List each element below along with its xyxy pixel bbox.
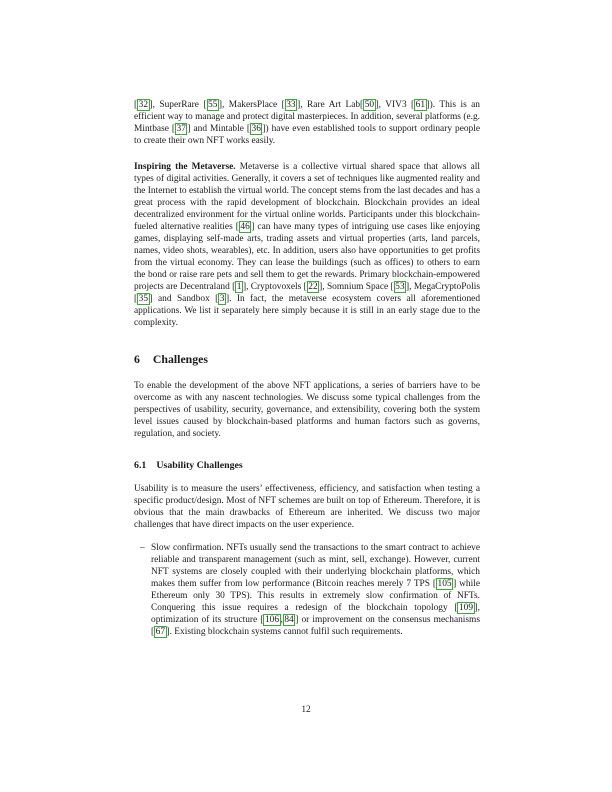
text-run: ], optimization of its structure [ bbox=[151, 603, 480, 625]
citation-106[interactable]: 106 bbox=[264, 615, 279, 625]
bold-run-in: Inspiring the Metaverse. bbox=[134, 162, 236, 172]
usability-challenges-list bbox=[134, 542, 480, 638]
text-run: ] can have many types of intriguing use cases like enjoying games, displaying self-made arts, trading assets and virtual properties (arts, land parcels, names, video shots, wearables), etc. In addition, users also have opportunities to get profits from the virtual economy. They can lease the buildings (such as offices) to others to earn the bond or raise rare pets and sell them to get the rewards. Primary blockchain-empowered projects are Decentraland [ bbox=[134, 222, 480, 292]
list-item bbox=[134, 542, 480, 638]
text-run: ] while Ethereum only 30 TPS). This results in extremely slow confirmation of NFTs. Conquering this issue requires a redesign of the blockchain topology [ bbox=[151, 579, 480, 613]
text-run: ] and Mintable [ bbox=[187, 124, 250, 134]
list-item-text bbox=[151, 543, 480, 638]
para-challenges-intro bbox=[134, 380, 480, 440]
list-marker: – bbox=[140, 543, 145, 553]
text-run: ]. Existing blockchain systems cannot fulfil such requirements. bbox=[166, 627, 403, 637]
text-run: ], Somnium Space [ bbox=[319, 282, 394, 292]
page-number: 12 bbox=[301, 705, 311, 715]
citation-22[interactable]: 22 bbox=[308, 282, 318, 292]
heading-number: 6.1 bbox=[134, 460, 147, 471]
text-run: ] and Sandbox [ bbox=[149, 294, 219, 304]
text-run: ], MegaCryptoPolis [ bbox=[134, 282, 480, 304]
citation-35[interactable]: 35 bbox=[138, 294, 148, 304]
citation-105[interactable]: 105 bbox=[437, 579, 452, 589]
section-heading-challenges bbox=[134, 353, 480, 365]
citation-37[interactable]: 37 bbox=[176, 124, 186, 134]
para-nft-platforms bbox=[134, 99, 480, 147]
bold-run-in: Slow confirmation. bbox=[151, 543, 224, 553]
heading-number: 6 bbox=[134, 352, 140, 366]
citation-61[interactable]: 61 bbox=[415, 100, 426, 110]
heading-title: Usability Challenges bbox=[156, 460, 243, 471]
para-usability-intro bbox=[134, 483, 480, 531]
citation-46[interactable]: 46 bbox=[240, 222, 250, 232]
citation-33[interactable]: 33 bbox=[286, 100, 296, 110]
text-run: ] or improvement on the consensus mechanisms [ bbox=[151, 615, 481, 637]
citation-84[interactable]: 84 bbox=[284, 615, 294, 625]
text-run: ], MakersPlace [ bbox=[218, 100, 285, 110]
heading-title: Challenges bbox=[152, 352, 208, 366]
text-run: Metaverse is a collective virtual shared space that allows all types of digital activities. Generally, it covers a set of techniques like augmented reality and the Internet to establish the virtual world. The concept stems from the last decades and has a great process with the rapid development of blockchain. Blockchain provides an ideal decentralized environment for the virtual online worlds. Participants under this blockchain-fueled alternative realities [ bbox=[134, 162, 480, 232]
text-run: NFTs usually send the transactions to the smart contract to achieve reliable and transparent management (such as mint, sell, exchange). However, current NFT systems are closely coupled with their underlying blockchain platforms, which makes them suffer from low performance (Bitcoin reaches merely 7 TPS [ bbox=[151, 543, 480, 589]
text-run: ], VIV3 [ bbox=[375, 100, 415, 110]
page-content bbox=[134, 99, 480, 638]
text-run: [ bbox=[134, 100, 138, 110]
citation-67[interactable]: 67 bbox=[155, 627, 165, 637]
citation-109[interactable]: 109 bbox=[458, 603, 474, 613]
text-run: ]) have even established tools to support ordinary people to create their own NFT works easily. bbox=[134, 124, 480, 146]
para-metaverse bbox=[134, 161, 480, 329]
citation-32[interactable]: 32 bbox=[138, 100, 148, 110]
citation-1[interactable]: 1 bbox=[236, 282, 242, 292]
citation-55[interactable]: 55 bbox=[208, 100, 218, 110]
text-run: ], Cryptovoxels [ bbox=[242, 282, 307, 292]
citation-3[interactable]: 3 bbox=[219, 294, 225, 304]
text-run: To enable the development of the above NFT applications, a series of barriers have to be overcome as with any nascent technologies. We discuss some typical challenges from the perspectives of usability, security, governance, and extensibility, covering both the system level issues caused by blockchain-based platforms and human factors such as governs, regulation, and society. bbox=[134, 381, 480, 439]
text-run: Usability is to measure the users’ effectiveness, efficiency, and satisfaction when testing a specific product/design. Most of NFT schemes are built on top of Ethereum. Therefore, it is obvious that the main drawbacks of Ethereum are inherited. We discuss two major challenges that have direct impacts on the user experience. bbox=[134, 484, 480, 530]
text-run: ], Rare Art Lab[ bbox=[297, 100, 364, 110]
citation-50[interactable]: 50 bbox=[364, 100, 375, 110]
text-run: ]. In fact, the metaverse ecosystem covers all aforementioned applications. We list it separately here simply because it is still in an early stage due to the complexity. bbox=[134, 294, 481, 328]
text-run: , bbox=[280, 615, 283, 625]
text-run: ], SuperRare [ bbox=[149, 100, 207, 110]
citation-53[interactable]: 53 bbox=[395, 282, 405, 292]
citation-36[interactable]: 36 bbox=[251, 124, 261, 134]
subsection-heading-usability bbox=[134, 460, 480, 472]
text-run: ]). This is an efficient way to manage and protect digital masterpieces. In addition, several platforms (e.g. Mintbase [ bbox=[134, 100, 480, 134]
